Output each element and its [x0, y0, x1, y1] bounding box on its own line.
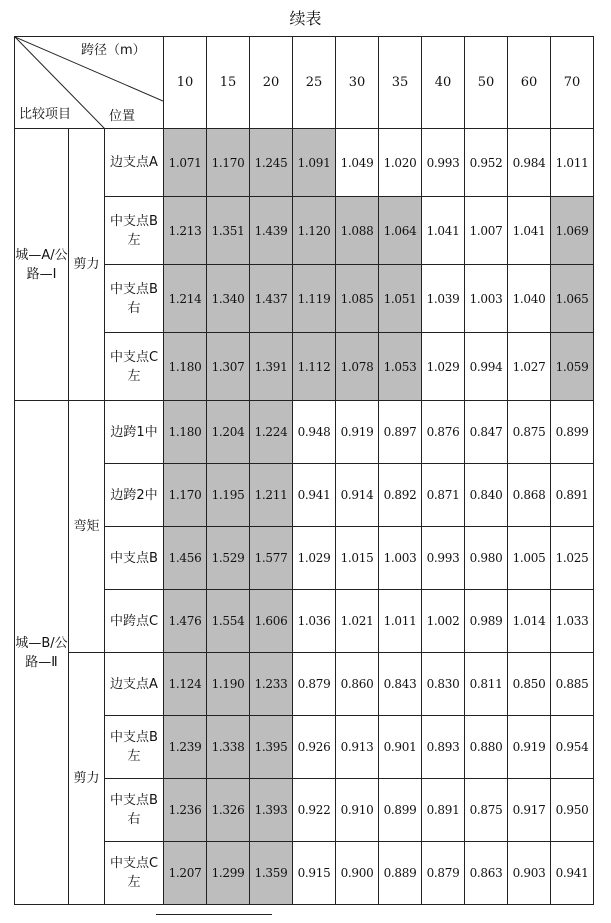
value-cell: 1.069 — [551, 197, 594, 265]
row-position: 中支点C左 — [105, 842, 164, 905]
span-header-10: 10 — [164, 37, 207, 129]
value-cell: 1.456 — [164, 527, 207, 590]
value-cell: 1.064 — [379, 197, 422, 265]
value-cell: 1.029 — [422, 333, 465, 401]
value-cell: 0.919 — [336, 401, 379, 464]
row-position: 边跨1中 — [105, 401, 164, 464]
span-header-25: 25 — [293, 37, 336, 129]
value-cell: 0.875 — [465, 779, 508, 842]
value-cell: 0.919 — [508, 716, 551, 779]
table-title: 续表 — [289, 9, 322, 28]
value-cell: 1.112 — [293, 333, 336, 401]
value-cell: 0.830 — [422, 653, 465, 716]
value-cell: 0.879 — [422, 842, 465, 905]
span-header-60: 60 — [508, 37, 551, 129]
value-cell: 0.891 — [551, 464, 594, 527]
value-cell: 0.879 — [293, 653, 336, 716]
value-cell: 0.980 — [465, 527, 508, 590]
value-cell: 1.033 — [551, 590, 594, 653]
footnote-rule — [156, 914, 272, 915]
value-cell: 0.860 — [336, 653, 379, 716]
value-cell: 0.889 — [379, 842, 422, 905]
value-cell: 1.299 — [207, 842, 250, 905]
value-cell: 1.029 — [293, 527, 336, 590]
position-axis-label: 位置 — [109, 109, 136, 124]
value-cell: 1.011 — [551, 129, 594, 197]
value-cell: 0.900 — [336, 842, 379, 905]
value-cell: 1.190 — [207, 653, 250, 716]
value-cell: 1.606 — [250, 590, 293, 653]
value-cell: 1.529 — [207, 527, 250, 590]
value-cell: 0.989 — [465, 590, 508, 653]
value-cell: 1.003 — [379, 527, 422, 590]
value-cell: 1.003 — [465, 265, 508, 333]
table-row — [15, 129, 594, 197]
table-row — [15, 653, 594, 716]
value-cell: 1.002 — [422, 590, 465, 653]
value-cell: 1.393 — [250, 779, 293, 842]
row-position: 中支点B左 — [105, 716, 164, 779]
value-cell: 1.213 — [164, 197, 207, 265]
value-cell: 1.041 — [422, 197, 465, 265]
value-cell: 0.914 — [336, 464, 379, 527]
value-cell: 1.025 — [551, 527, 594, 590]
table-body — [15, 129, 594, 905]
row-position: 边支点A — [105, 653, 164, 716]
value-cell: 1.014 — [508, 590, 551, 653]
value-cell: 1.011 — [379, 590, 422, 653]
value-cell: 1.437 — [250, 265, 293, 333]
value-cell: 1.005 — [508, 527, 551, 590]
value-cell: 1.170 — [164, 464, 207, 527]
value-cell: 1.214 — [164, 265, 207, 333]
value-cell: 0.954 — [551, 716, 594, 779]
value-cell: 1.120 — [293, 197, 336, 265]
value-cell: 0.891 — [422, 779, 465, 842]
value-cell: 1.233 — [250, 653, 293, 716]
value-cell: 0.880 — [465, 716, 508, 779]
value-cell: 0.876 — [422, 401, 465, 464]
value-cell: 1.359 — [250, 842, 293, 905]
value-cell: 1.085 — [336, 265, 379, 333]
value-cell: 0.941 — [293, 464, 336, 527]
value-cell: 0.910 — [336, 779, 379, 842]
value-cell: 0.993 — [422, 527, 465, 590]
value-cell: 0.941 — [551, 842, 594, 905]
header-row — [15, 37, 594, 129]
span-header-40: 40 — [422, 37, 465, 129]
value-cell: 1.078 — [336, 333, 379, 401]
value-cell: 1.395 — [250, 716, 293, 779]
value-cell: 1.040 — [508, 265, 551, 333]
row-position: 中支点B右 — [105, 265, 164, 333]
value-cell: 0.901 — [379, 716, 422, 779]
value-cell: 0.885 — [551, 653, 594, 716]
value-cell: 1.015 — [336, 527, 379, 590]
value-cell: 1.119 — [293, 265, 336, 333]
value-cell: 1.207 — [164, 842, 207, 905]
value-cell: 1.239 — [164, 716, 207, 779]
value-cell: 1.180 — [164, 333, 207, 401]
value-cell: 1.007 — [465, 197, 508, 265]
group-label-b: 城—B/公路—Ⅱ — [15, 401, 69, 905]
group-label-a: 城—A/公路—Ⅰ — [15, 129, 69, 401]
value-cell: 1.027 — [508, 333, 551, 401]
value-cell: 1.204 — [207, 401, 250, 464]
row-position: 边支点A — [105, 129, 164, 197]
value-cell: 1.041 — [508, 197, 551, 265]
row-position: 中支点B左 — [105, 197, 164, 265]
value-cell: 1.065 — [551, 265, 594, 333]
value-cell: 1.039 — [422, 265, 465, 333]
value-cell: 1.059 — [551, 333, 594, 401]
value-cell: 1.577 — [250, 527, 293, 590]
row-position: 中支点B右 — [105, 779, 164, 842]
value-cell: 1.391 — [250, 333, 293, 401]
value-cell: 1.036 — [293, 590, 336, 653]
value-cell: 1.053 — [379, 333, 422, 401]
span-header-50: 50 — [465, 37, 508, 129]
value-cell: 0.984 — [508, 129, 551, 197]
value-cell: 0.847 — [465, 401, 508, 464]
value-cell: 1.020 — [379, 129, 422, 197]
value-cell: 1.049 — [336, 129, 379, 197]
value-cell: 0.871 — [422, 464, 465, 527]
type-label-moment-b: 弯矩 — [69, 401, 105, 653]
value-cell: 1.211 — [250, 464, 293, 527]
value-cell: 1.180 — [164, 401, 207, 464]
value-cell: 1.124 — [164, 653, 207, 716]
value-cell: 1.338 — [207, 716, 250, 779]
value-cell: 1.091 — [293, 129, 336, 197]
value-cell: 0.993 — [422, 129, 465, 197]
value-cell: 0.917 — [508, 779, 551, 842]
value-cell: 0.893 — [422, 716, 465, 779]
value-cell: 0.892 — [379, 464, 422, 527]
value-cell: 0.926 — [293, 716, 336, 779]
value-cell: 0.840 — [465, 464, 508, 527]
value-cell: 1.170 — [207, 129, 250, 197]
value-cell: 0.897 — [379, 401, 422, 464]
value-cell: 1.554 — [207, 590, 250, 653]
value-cell: 1.326 — [207, 779, 250, 842]
item-axis-label: 比较项目 — [19, 107, 72, 122]
span-header-70: 70 — [551, 37, 594, 129]
table-row — [15, 401, 594, 464]
value-cell: 0.899 — [551, 401, 594, 464]
span-header-35: 35 — [379, 37, 422, 129]
value-cell: 0.850 — [508, 653, 551, 716]
value-cell: 1.021 — [336, 590, 379, 653]
span-header-15: 15 — [207, 37, 250, 129]
value-cell: 0.868 — [508, 464, 551, 527]
value-cell: 0.903 — [508, 842, 551, 905]
corner-header-cell — [15, 37, 164, 129]
value-cell: 0.875 — [508, 401, 551, 464]
value-cell: 1.245 — [250, 129, 293, 197]
value-cell: 0.994 — [465, 333, 508, 401]
value-cell: 0.863 — [465, 842, 508, 905]
value-cell: 1.088 — [336, 197, 379, 265]
value-cell: 1.071 — [164, 129, 207, 197]
value-cell: 0.913 — [336, 716, 379, 779]
row-position: 中支点C左 — [105, 333, 164, 401]
value-cell: 1.476 — [164, 590, 207, 653]
value-cell: 1.224 — [250, 401, 293, 464]
span-header-20: 20 — [250, 37, 293, 129]
comparison-table — [14, 36, 594, 905]
value-cell: 0.948 — [293, 401, 336, 464]
value-cell: 0.952 — [465, 129, 508, 197]
value-cell: 0.915 — [293, 842, 336, 905]
value-cell: 0.899 — [379, 779, 422, 842]
type-label-shear-b: 剪力 — [69, 653, 105, 905]
value-cell: 1.439 — [250, 197, 293, 265]
value-cell: 0.811 — [465, 653, 508, 716]
span-axis-label: 跨径（m） — [81, 43, 146, 58]
value-cell: 1.340 — [207, 265, 250, 333]
value-cell: 1.195 — [207, 464, 250, 527]
value-cell: 0.950 — [551, 779, 594, 842]
type-label-shear-a: 剪力 — [69, 129, 105, 401]
value-cell: 1.236 — [164, 779, 207, 842]
row-position: 中支点B — [105, 527, 164, 590]
row-position: 边跨2中 — [105, 464, 164, 527]
value-cell: 0.922 — [293, 779, 336, 842]
span-header-30: 30 — [336, 37, 379, 129]
value-cell: 0.843 — [379, 653, 422, 716]
value-cell: 1.051 — [379, 265, 422, 333]
value-cell: 1.307 — [207, 333, 250, 401]
row-position: 中跨点C — [105, 590, 164, 653]
value-cell: 1.351 — [207, 197, 250, 265]
